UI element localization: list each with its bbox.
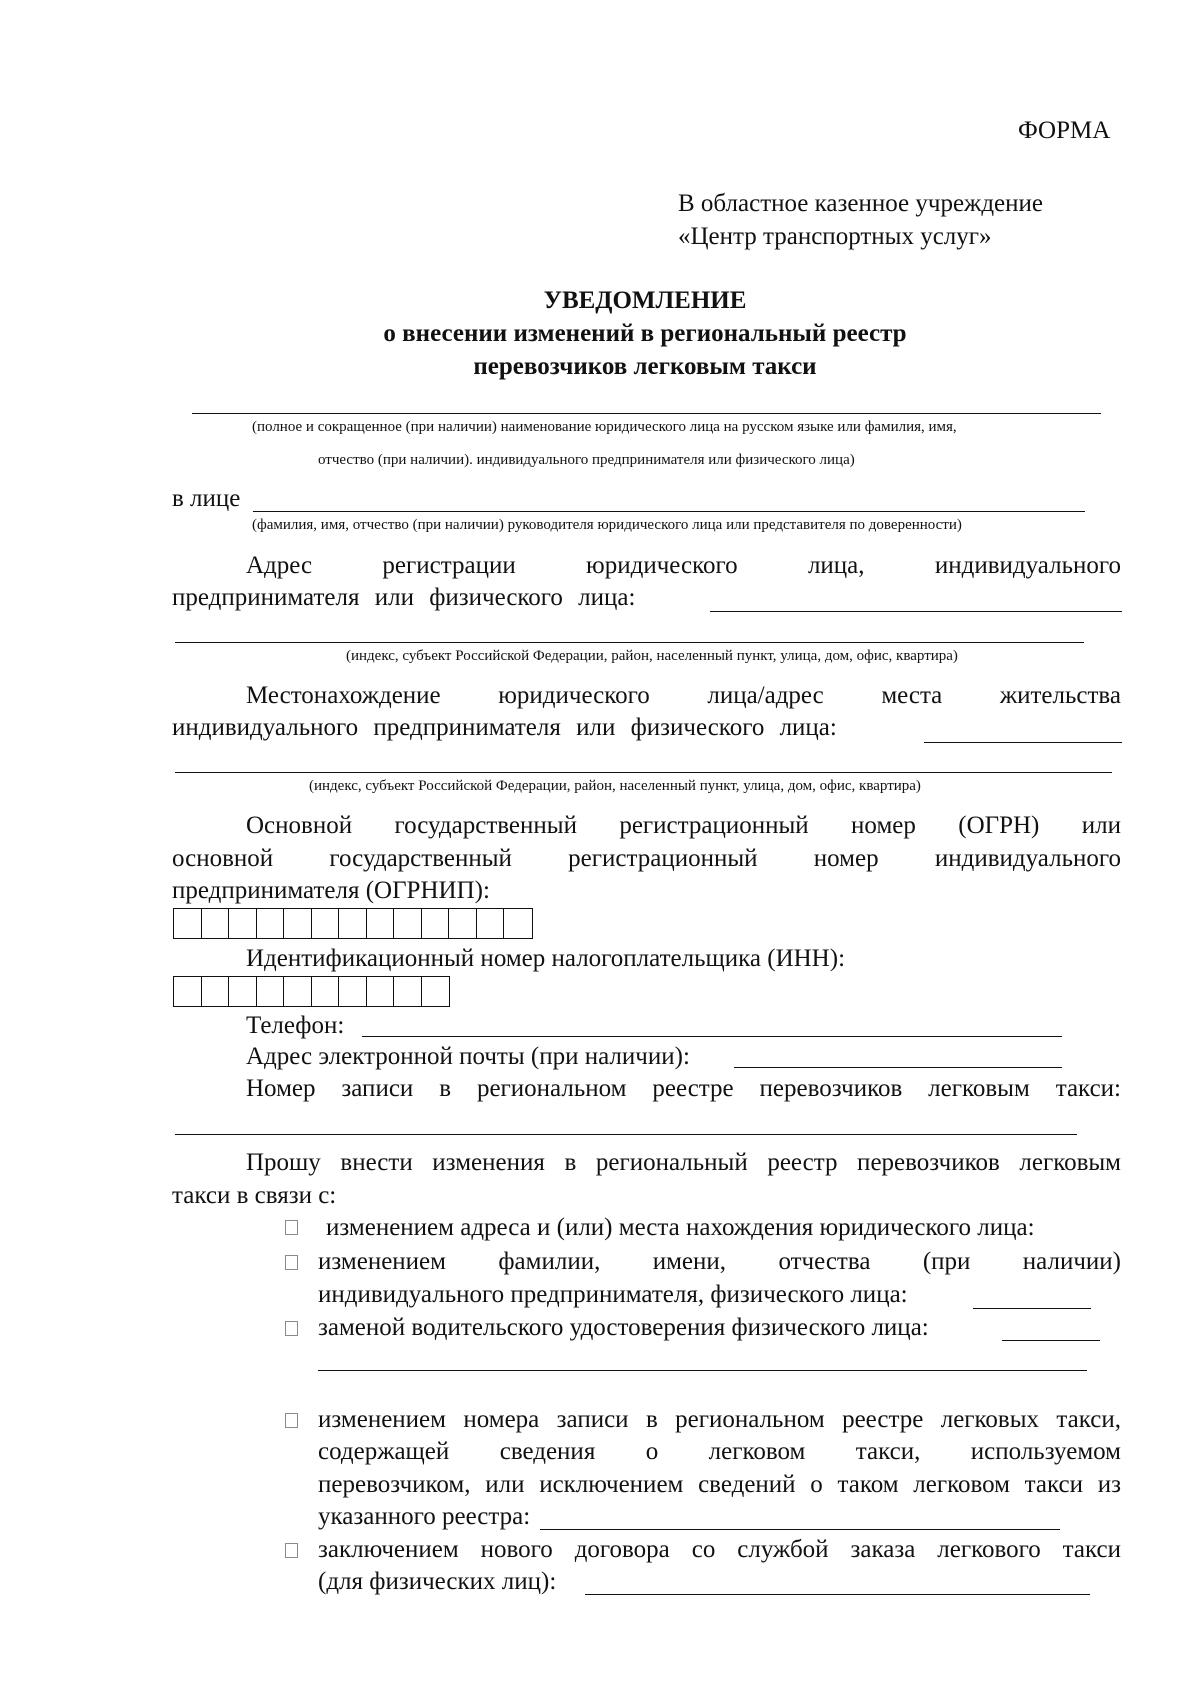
digit-cell[interactable] [284, 977, 312, 1006]
form-label: ФОРМА [1018, 117, 1111, 144]
option-name-change-label-1: изменением фамилии, имени, отчества (при наличии) [318, 1248, 1121, 1275]
option-registry-number-checkbox[interactable] [285, 1413, 298, 1428]
option-license-checkbox[interactable] [285, 1321, 298, 1336]
location-label-1: Местонахождение юридического лица/адрес места жительства [246, 682, 1121, 709]
digit-cell[interactable] [339, 909, 367, 938]
location-label-2: индивидуального предпринимателя или физического лица: [172, 714, 837, 741]
ogrn-label-2: основной государственный регистрационный номер индивидуального [172, 845, 1121, 872]
phone-field[interactable] [362, 1036, 1062, 1037]
option-address-checkbox[interactable] [285, 1220, 298, 1235]
option-registry-number-label-1: изменением номера записи в региональном реестре легковых такси, [318, 1406, 1121, 1433]
digit-cell[interactable] [312, 909, 340, 938]
request-text-2: такси в связи с: [172, 1182, 337, 1209]
digit-cell[interactable] [449, 909, 477, 938]
digit-cell[interactable] [504, 909, 532, 938]
digit-cell[interactable] [367, 909, 395, 938]
option-address-label: изменением адреса и (или) места нахождения юридического лица: [326, 1214, 1035, 1241]
applicant-name-field[interactable] [192, 413, 1101, 414]
digit-cell[interactable] [339, 977, 367, 1006]
option-license-field-1[interactable] [1002, 1340, 1100, 1341]
digit-cell[interactable] [422, 977, 450, 1006]
registration-address-label-1: Адрес регистрации юридического лица, индивидуального [246, 552, 1121, 579]
digit-cell[interactable] [229, 977, 257, 1006]
option-license-label: заменой водительского удостоверения физического лица: [318, 1314, 929, 1341]
option-new-contract-checkbox[interactable] [285, 1543, 298, 1558]
option-new-contract-label-2: (для физических лиц): [318, 1568, 557, 1595]
ogrn-label-3: предпринимателя (ОГРНИП): [172, 877, 490, 904]
option-registry-number-field[interactable] [540, 1529, 1060, 1530]
phone-label: Телефон: [246, 1012, 345, 1039]
digit-cell[interactable] [477, 909, 505, 938]
addressee-line-2: «Центр транспортных услуг» [678, 223, 992, 250]
representative-name-field[interactable] [253, 511, 1085, 512]
registration-address-field-1[interactable] [710, 611, 1122, 612]
applicant-hint-2: отчество (при наличии). индивидуального предпринимателя или физического лица) [318, 452, 855, 468]
email-label: Адрес электронной почты (при наличии): [246, 1043, 690, 1070]
digit-cell[interactable] [174, 909, 202, 938]
location-field-1[interactable] [924, 742, 1122, 743]
digit-cell[interactable] [257, 977, 285, 1006]
digit-cell[interactable] [312, 977, 340, 1006]
registration-address-field-2[interactable] [175, 642, 1084, 643]
digit-cell[interactable] [202, 977, 230, 1006]
option-registry-number-label-3: перевозчиком, или исключением сведений о таком легковом такси из [318, 1471, 1121, 1498]
digit-cell[interactable] [422, 909, 450, 938]
registry-record-label: Номер записи в региональном реестре перевозчиков легковым такси: [246, 1075, 1121, 1102]
option-new-contract-label-1: заключением нового договора со службой заказа легкового такси [318, 1536, 1121, 1563]
digit-cell[interactable] [202, 909, 230, 938]
ogrn-input-cells[interactable] [173, 908, 533, 939]
document-subtitle-2: перевозчиков легковым такси [473, 353, 817, 380]
request-text-1: Прошу внести изменения в региональный реестр перевозчиков легковым [246, 1149, 1121, 1176]
applicant-hint-1: (полное и сокращенное (при наличии) наименование юридического лица на русском языке или фамилия, имя, [252, 419, 957, 435]
representative-label: в лице [172, 485, 241, 512]
option-name-change-checkbox[interactable] [285, 1255, 298, 1270]
option-name-change-label-2: индивидуального предпринимателя, физического лица: [318, 1281, 908, 1308]
digit-cell[interactable] [367, 977, 395, 1006]
option-name-change-field[interactable] [973, 1308, 1091, 1309]
registry-record-field[interactable] [175, 1134, 1077, 1135]
location-field-2[interactable] [175, 772, 1112, 773]
inn-label: Идентификационный номер налогоплательщика (ИНН): [246, 945, 846, 972]
option-registry-number-label-2: содержащей сведения о легковом такси, используемом [318, 1438, 1121, 1465]
digit-cell[interactable] [394, 909, 422, 938]
location-hint: (индекс, субъект Российской Федерации, район, населенный пункт, улица, дом, офис, квартира) [309, 778, 921, 794]
option-license-field-2[interactable] [318, 1370, 1087, 1371]
digit-cell[interactable] [284, 909, 312, 938]
email-field[interactable] [734, 1067, 1062, 1068]
inn-input-cells[interactable] [173, 976, 450, 1007]
digit-cell[interactable] [394, 977, 422, 1006]
document-title: УВЕДОМЛЕНИЕ [543, 287, 747, 314]
registration-address-label-2: предпринимателя или физического лица: [172, 584, 636, 611]
registration-address-hint: (индекс, субъект Российской Федерации, район, населенный пункт, улица, дом, офис, квартира) [346, 648, 958, 664]
ogrn-label-1: Основной государственный регистрационный номер (ОГРН) или [246, 812, 1121, 839]
option-new-contract-field[interactable] [585, 1594, 1090, 1595]
digit-cell[interactable] [229, 909, 257, 938]
digit-cell[interactable] [257, 909, 285, 938]
document-subtitle-1: о внесении изменений в региональный реестр [383, 320, 907, 347]
addressee-line-1: В областное казенное учреждение [678, 190, 1044, 217]
option-registry-number-label-4: указанного реестра: [318, 1503, 531, 1530]
digit-cell[interactable] [174, 977, 202, 1006]
representative-hint: (фамилия, имя, отчество (при наличии) руководителя юридического лица или представителя по доверенности) [252, 517, 962, 533]
